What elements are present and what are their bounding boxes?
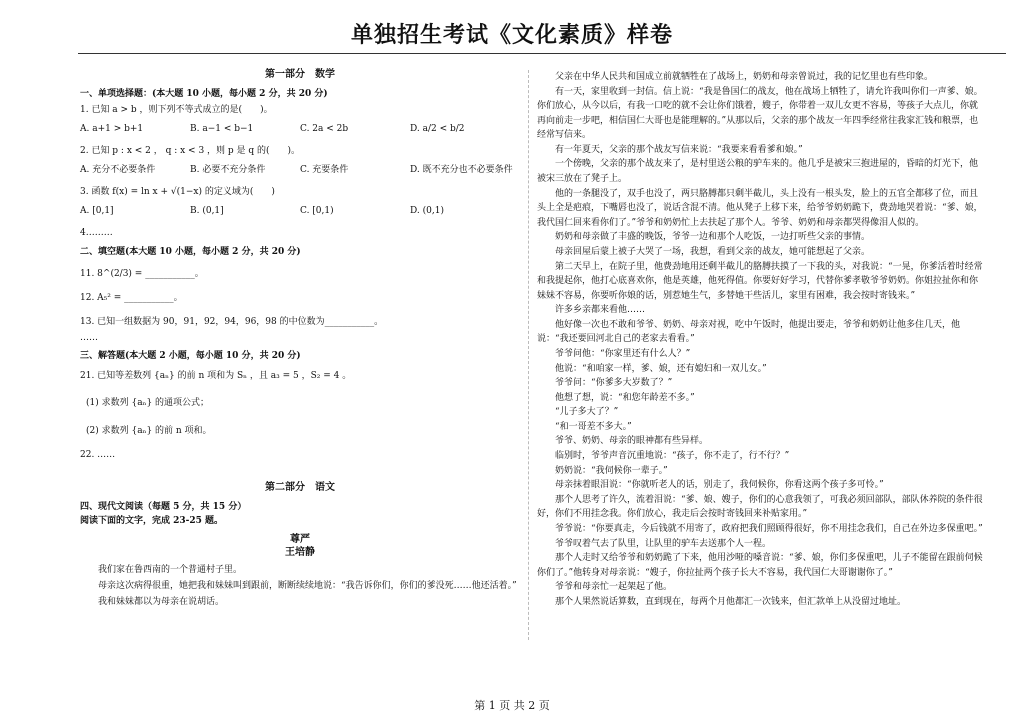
article-paragraph: 他想了想，说：“和您年龄差不多。” [555,392,695,403]
column-divider [528,70,529,640]
section1-heading: 一、单项选择题：(本大题 10 小题，每小题 2 分，共 20 分) [80,88,328,99]
article-title: 尊严 [290,533,310,545]
article-paragraph: 有一天，家里收到一封信。信上说：“我是鲁国仁的战友，他在战场上牺牲了，请允许我叫你们一声爹、娘。你们放心，从今以后，有我一口吃的就不会让你们饿着，嫂子，你带着一双儿女更不容易，等孩子大点儿，你就再向前走一步吧，相信国仁大哥也是能理解的。”从那以后，父亲的那个战友一年四季经常往我家汇钱和粮票，也经常写信来。 [537,86,983,141]
part2-title: 第二部分 语文 [265,482,335,494]
article-paragraph: 奶奶和母亲做了丰盛的晚饭，爷爷一边和那个人吃饭，一边打听些父亲的事情。 [555,232,871,243]
ellipsis: …… [80,333,98,344]
article-paragraph: 他好像一次也不敢和爷爷、奶奶、母亲对视，吃中午饭时，他提出要走，爷爷和奶奶让他多住几天，他说：“我还要回河北自己的老家去看看。” [537,319,961,345]
section2-heading: 二、填空题(本大题 10 小题，每小题 2 分，共 20 分) [80,246,301,257]
article-paragraph: 父亲在中华人民共和国成立前就牺牲在了战场上，奶奶和母亲曾说过，我的记忆里也有些印象。 [555,72,934,82]
question-3: 3. 函数 f(x) = ln x + √(1−x) 的定义域为( ) [80,187,275,198]
article-paragraph: 有一年夏天，父亲的那个战友写信来说：“我要来看看爹和娘。” [555,144,803,155]
question-21-part1: (1) 求数列 {aₙ} 的通项公式； [86,397,210,408]
article-paragraph: 我们家在鲁西南的一个普通村子里。 [98,564,243,575]
article-paragraph: 那个人思考了许久，流着泪说：“爹、娘、嫂子，你们的心意我领了，可我必须回部队，部队休养院的条件很好，你们不用挂念我。你们放心，我走后会按时寄钱回来补贴家用。” [537,494,983,520]
question-11: 11. 8^(2/3) = ___________。 [80,268,204,279]
article-paragraph: 许多乡亲都来看他…… [555,305,646,316]
left-column [80,68,520,608]
option-a: A. a+1 > b+1 [80,123,144,134]
section3-heading: 三、解答题(本大题 2 小题，每小题 10 分，共 20 分) [80,351,301,362]
option-b: B. (0,1] [190,206,224,217]
article-paragraph: 爷爷和母亲忙一起架起了他。 [555,582,673,593]
question-21: 21. 已知等差数列 {aₙ} 的前 n 项和为 Sₙ ，且 a₃ = 5 ，S₂ = 4 。 [80,371,352,382]
article-paragraph: 奶奶说：“我伺候你一辈子。” [555,465,668,476]
article-paragraph: “和一哥差不多大。” [555,421,632,432]
question-22: 22. …… [80,449,116,460]
question-21-part2: (2) 求数列 {aₙ} 的前 n 项和。 [86,425,212,436]
article-paragraph: 我和妹妹都以为母亲在说胡话。 [98,597,225,608]
question-13: 13. 已知一组数据为 90，91，92，94，96，98 的中位数为___________。 [80,317,384,328]
question-2: 2. 已知 p : x < 2 ， q : x < 3 ，则 p 是 q 的( )。 [80,145,301,156]
option-c: C. 充要条件 [300,165,349,176]
article-paragraph: 第二天早上，在院子里，他费劲地用还剩半截儿的胳膊扶摸了一下我的头，对我说：“一晃，你爹活着时经常和我提起你，他打心底喜欢你，他是英雄，他死得值。你要好好学习，代替你爹孝敬爷爷奶奶。你姐拉扯你和你妹妹不容易，你要听你娘的话，别惹她生气，多替她干些活儿，家里有困难，我会按时寄钱来。” [537,261,983,301]
question-1: 1. 已知 a > b ，则下列不等式成立的是( )。 [80,104,273,115]
section4-heading: 四、现代文阅读（每题 5 分，共 15 分） [80,501,247,512]
article-paragraph: 那个人果然说话算数，直到现在，每两个月他都汇一次钱来，但汇款单上从没留过地址。 [555,596,907,607]
question-2-options [80,164,520,176]
article-paragraph: “儿子多大了？” [555,407,619,418]
section4-instruction: 阅读下面的文字，完成 23-25 题。 [80,515,224,526]
article-paragraph: 爷爷说：“你要真走，今后钱就不用寄了，政府把我们照顾得很好，你不用挂念我们，自己在外边多保重吧。” [555,523,983,534]
right-column [537,70,984,609]
article-paragraph: 母亲这次病得很重，她把我和妹妹叫到跟前，断断续续地说：“我告诉你们，你们的爹没死……他还活着。” [98,580,517,591]
article-paragraph: 那个人走时又给爷爷和奶奶跪了下来，他用沙哑的嗓音说：“爹、娘，你们多保重吧，儿子不能留在跟前伺候你们了。”他转身对母亲说：“嫂子，你拉扯两个孩子长大不容易，我代国仁大哥谢谢你了。” [537,553,983,578]
article-paragraph: 一个傍晚，父亲的那个战友来了，是村里送公粮的驴车来的。他几乎是被宋三抱进屋的，昏暗的灯光下，他被宋三放在了凳子上。 [537,159,979,185]
option-d: D. (0,1) [410,206,444,217]
article-author: 王培静 [285,547,315,559]
question-4: 4……… [80,228,113,239]
article-paragraph: 爷爷问：“你爹多大岁数了？” [555,378,673,389]
article-paragraph: 母亲回屋后蒙上被子大哭了一场，我想，看到父亲的战友，她可能想起了父亲。 [555,246,871,257]
article-paragraph: 爷爷问他：“你家里还有什么人？” [555,348,691,359]
article-paragraph: 爷爷、奶奶、母亲的眼神都有些异样。 [555,436,709,447]
article-paragraph: 临别时，爷爷声音沉重地说：“孩子，你不走了，行不行？” [555,451,790,462]
option-d: D. 既不充分也不必要条件 [410,165,513,176]
article-paragraph: 母亲抹着眼泪说：“你就听老人的话，别走了，我伺候你，你看这两个孩子多可怜。” [555,480,884,491]
part1-title: 第一部分 数学 [265,69,335,80]
option-a: A. 充分不必要条件 [80,165,156,176]
article-paragraph: 爷爷叹着气去了队里，让队里的驴车去送那个人一程。 [555,538,772,549]
option-c: C. [0,1) [300,206,334,217]
question-12: 12. A₅² = ___________。 [80,292,183,303]
article-paragraph: 他说：“和咱家一样，爹、娘，还有媳妇和一双儿女。” [555,363,767,374]
question-3-options [80,205,520,217]
exam-title: 单独招生考试《文化素质》样卷 [350,22,673,48]
question-1-options [80,123,520,135]
option-d: D. a/2 < b/2 [410,123,465,134]
page-footer: 第 1 页 共 2 页 [474,699,550,712]
option-c: C. 2a < 2b [300,123,349,134]
option-b: B. a−1 < b−1 [190,123,254,134]
option-b: B. 必要不充分条件 [190,165,266,176]
header-rule [78,53,1006,54]
option-a: A. [0,1] [80,206,114,217]
article-paragraph: 他的一条腿没了，双手也没了，两只胳膊都只剩半截儿，头上没有一根头发，脸上的五官全都移了位，而且头上全是疤痕，下嘴唇也没了，说话含混不清。他从凳子上移下来，给爷爷奶奶跪下，费劲地哭着说：“爹、娘，我代国仁回来看你们了。”爷爷和奶奶忙上去扶起了那个人。爷爷、奶奶和母亲都哭得像泪人似的。 [537,188,983,228]
